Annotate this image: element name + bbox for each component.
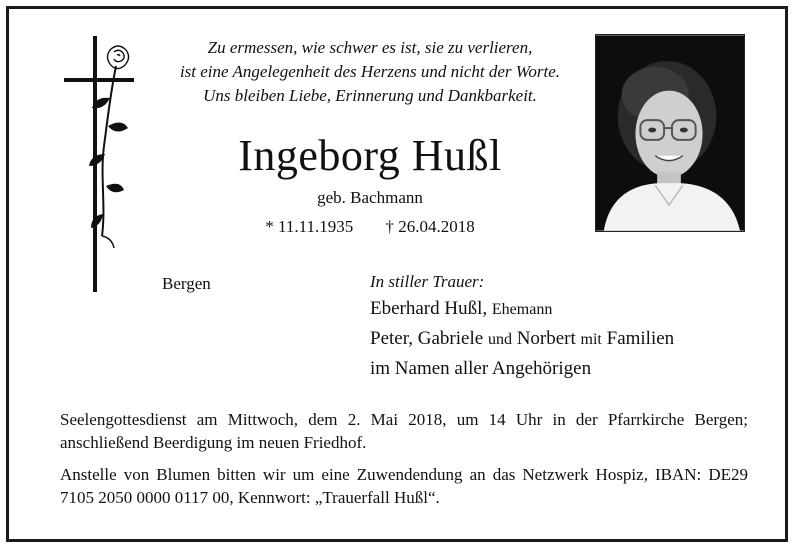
- conjunction: und: [487, 331, 512, 348]
- maiden-name: geb. Bachmann: [317, 188, 423, 207]
- quote-line: Zu ermessen, wie schwer es ist, sie zu verlieren,: [207, 38, 533, 57]
- portrait-photo: [595, 34, 745, 232]
- mourner-families: Familien: [606, 328, 675, 349]
- conjunction: mit: [580, 331, 602, 348]
- deceased-name: Ingeborg Hußl: [238, 131, 502, 180]
- mourner-role: Ehemann: [491, 301, 553, 318]
- life-dates: [150, 216, 590, 238]
- mourner-name: Eberhard Hußl,: [370, 298, 488, 319]
- birth-date: * 11.11.1935: [265, 217, 354, 236]
- service-notice: Seelengottesdienst am Mittwoch, dem 2. Mai 2018, um 14 Uhr in der Pfarrkirche Bergen; anschließend Beerdigung im neuen Friedhof.: [60, 410, 748, 452]
- memorial-quote: [150, 36, 590, 108]
- mourner-line: [370, 294, 780, 324]
- mourner-line: im Namen aller Angehörigen: [370, 358, 592, 379]
- mourner-names: Peter, Gabriele: [370, 328, 484, 349]
- death-date: † 26.04.2018: [385, 217, 475, 236]
- mourners-intro: In stiller Trauer:: [370, 272, 485, 291]
- mourners-block: [370, 270, 780, 383]
- cross-with-rose-icon: [58, 36, 138, 292]
- donation-notice: Anstelle von Blumen bitten wir um eine Zuwendendung an das Netzwerk Hospiz, IBAN: DE29 7105 2050 0000 0117 00, Kennwort: „Trauerfall Hußl“.: [60, 465, 748, 507]
- mourner-line: [370, 324, 780, 354]
- mourner-name: Norbert: [516, 328, 576, 349]
- quote-line: Uns bleiben Liebe, Erinnerung und Dankbarkeit.: [203, 86, 537, 105]
- place-name: Bergen: [162, 274, 211, 293]
- quote-line: ist eine Angelegenheit des Herzens und nicht der Worte.: [179, 62, 561, 81]
